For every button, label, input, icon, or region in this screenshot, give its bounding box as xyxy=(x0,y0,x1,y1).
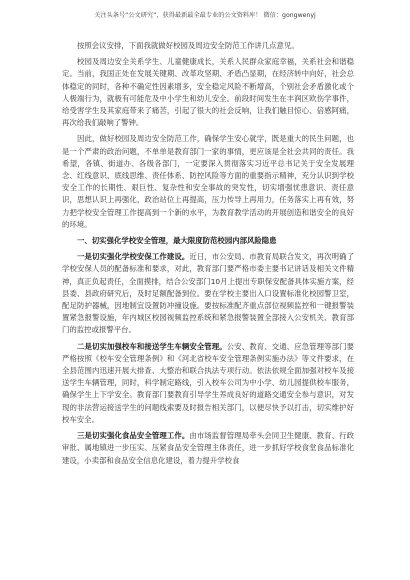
body-paragraph xyxy=(62,430,354,467)
paragraph-text: 由市场监督管理局牵头会同卫生健康、教育、行政审批、属地镇进一步压实、压紧食品安全管理主体责任，进一步抓好学校食堂食品标准化建设，小卖部和食品安全信息化建设，着力提升学校食 xyxy=(62,431,354,465)
paragraph-lead: 一是切实强化学校安保工作建设。 xyxy=(77,252,190,262)
header-banner: 关注头条号“公文研究”，获得最新最全最专业的公文资料库！ 微信：gongwenyj xyxy=(94,12,316,19)
body-paragraph: 按照会议安排，下面我就做好校园及周边安全防范工作讲几点意见。 xyxy=(77,41,299,50)
paragraph-lead: 二是切实加强校车和接送学生车辆安全管理。 xyxy=(77,341,227,351)
section-heading: 一、切实强化学校安全管理，最大限度防范校园内部风险隐患 xyxy=(77,236,277,246)
body-paragraph: 因此，做好校园及周边安全防范工作，确保学生安心就学，既是重大的民生问题，也是一个严肃的政治问题，不单单是教育部门一家的事情，更应该是全社会共同的责任。我希望，各镇、街道办、各级各部门，一定要深入贯彻落实习近平总书记关于安全发展理念、红线意识、底线思维、责任体系、防控风险等方面的重要指示精神，充分认识到学校安全工作的长期性、艰巨性、复杂性和安全事故的突发性，切实增强忧患意识、责任意识，思想认识上再强化，政治站位上再提高，压力传导上再用力，任务落实上再有效，努力把学校安全管理工作提高到一个新的水平，为教育教学活动的开展创造和谐安全的良好的环境。 xyxy=(62,134,354,229)
body-paragraph xyxy=(62,341,354,426)
document-body xyxy=(62,40,354,471)
paragraph-lead: 三是切实强化食品安全管理工作。 xyxy=(77,431,190,441)
paragraph-text: 公安、教育、交通、应急管理等部门要严格按照《校车安全管理条例》和《河北省校车安全管理条例实施办法》等文件要求，在全县范围内迅速开展大排查、大整治和联合执法专项行动。依法依规全面加强对校车及接送学生车辆管理，同时，科学制定路线，引入校车公司为中小学、幼儿园提供校车服务，确保学生上下学安全。教育部门要教育引导学生养成良好的道路交通安全参与意识，对发现的非法营运接送学生的问题线索要及时报告相关部门，以便尽快予以打击，切实维护好校车安全。 xyxy=(62,341,354,424)
body-paragraph xyxy=(62,251,354,336)
paragraph-text: 近日，市公安局、市教育局联合发文，再次明确了学校安保人员的配备标准和要求，对此，教育部门要严格市委主要书记讲话及相关文件精神，真正负起责任，全面摸排，结合公安部门10月上提出专职保安配备具体实施方案，经县委、县政府研究后，及时足额配备到位。要在学校主要出入口设置标准化校园警卫室，配足防护器械，因地制宜设置防冲撞设施。要按标准配齐重点部位视频监控和一键报警装置紧急报警设施，年内城区校园视频监控系统和紧急报警装置全部接入公安机关、教育部门的监控或报警平台。 xyxy=(62,252,354,335)
body-paragraph: 校园及周边安全关系学生、儿童健康成长，关系人民群众家庭幸福，关系社会和谐稳定。当前，我国正处在发展关键期、改革攻坚期、矛盾凸显期，在经济转中向好，社会总体稳定的同时，各种不确定性因素增多，安全稳定风险不断增高，个别社会矛盾激化或个人极端行为，就极有可能危及中小学生和幼儿安全。前段时间发生在丰润区欧伤学事件，给受害学生及其家庭带来了痛苦，引起了很大的社会反响，让我们触目惊心、倍感阿痛，再次给我们敲响了警钟。 xyxy=(62,57,354,128)
